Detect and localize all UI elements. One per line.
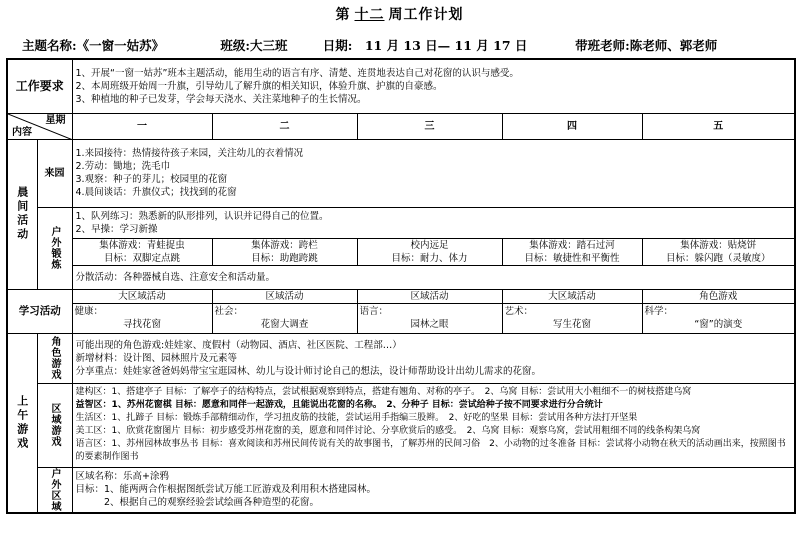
area-label: 区域游戏	[37, 383, 72, 467]
arrival-item: 2.劳动：锄地；洗毛巾	[75, 161, 171, 172]
outdoor-area-content	[72, 467, 795, 513]
area-line: 语言区：1、苏州园林故事丛书 目标：喜欢阅读和苏州民间传说有关的故事图书，了解苏州的民间习俗 2、小动物的过冬准备 目标：尝试将小动物在秋天的活动画出来，按照图书的要素制作图书	[75, 439, 786, 462]
study-label: 学习活动	[7, 289, 72, 333]
outdoor-game: 校内远足 目标：耐力、体力	[357, 238, 502, 265]
outdoor-item: 2、早操：学习新操	[75, 223, 158, 235]
morning-label: 晨间活动	[7, 139, 37, 289]
area-line: 美工区：1、欣赏花窗图片 目标：初步感受苏州花窗的美，愿意和同伴讨论、分享欣赏后的感受。 2、乌窝 目标：观察乌窝，尝试用粗细不同的线条构架乌窝	[75, 426, 701, 436]
day-header: 三	[357, 113, 502, 139]
study-type: 区域活动	[212, 289, 357, 303]
requirement-item: 3、种植地的种子已发芽，学会每天浇水、关注菜地种子的生长情况。	[75, 93, 367, 105]
corner-top: 星期	[45, 114, 66, 126]
study-subject: 社会： 花窗大调查	[212, 303, 357, 333]
role-label: 角色游戏	[37, 333, 72, 383]
role-content	[72, 333, 795, 383]
plan-table	[6, 58, 796, 514]
study-type: 角色游戏	[642, 289, 795, 303]
role-line: 新增材料：设计图、园林照片及元素等	[75, 352, 238, 364]
day-header: 一	[72, 113, 212, 139]
area-content	[72, 383, 795, 467]
outdoor-area-line: 目标：1、能两两合作根据图纸尝试万能工匠游戏及利用积木搭建园林。	[75, 484, 377, 495]
area-line: 益智区：1、苏州花窗棋 目标：愿意和同伴一起游戏，且能说出花窗的名称。 2、分种子 目标：尝试给种子按不同要求进行分合统计	[75, 400, 603, 410]
corner-cell	[7, 113, 72, 139]
study-subject: 艺术： 写生花窗	[502, 303, 642, 333]
date-range: 日期: 11 月 13 日— 11 月 17 日	[322, 38, 528, 53]
role-line: 分享重点：娃娃家爸爸妈妈带宝宝逛园林、幼儿与设计师讨论自己的想法，设计师帮助设计出幼儿需求的花窗。	[75, 365, 542, 377]
outdoor-spread: 分散活动：各种器械自选、注意安全和活动量。	[72, 265, 795, 289]
arrival-label: 来园	[37, 139, 72, 207]
week-number: 十二	[354, 7, 385, 23]
study-subject: 语言： 园林之眼	[357, 303, 502, 333]
teachers: 带班老师:陈老师、郭老师	[575, 38, 718, 53]
requirement-item: 1、开展“一窗一姑苏”班本主题活动，能用生动的语言有序、清楚、连贯地表达自己对花窗的认识与感受。	[75, 67, 519, 79]
area-line: 生活区：1、扎蹄子 目标：锻炼手部精细动作，学习扭皮筋的技能，尝试运用手指编三股辫。 2、好吃的坚果 目标：尝试用各种方法打开坚果	[75, 413, 638, 423]
outdoor-area-line: 2、根据自己的观察经验尝试绘画各种造型的花窗。	[75, 497, 320, 508]
area-line: 建构区：1、搭建亭子 目标：了解亭子的结构特点，尝试根据观察到特点，搭建有翘角、对称的亭子。 2、乌窝 目标：尝试用大小粗细不一的树枝搭建乌窝	[75, 387, 692, 397]
outdoor-game: 集体游戏：贴烧饼 目标：躲闪跑（灵敏度）	[642, 238, 795, 265]
outdoor-label: 户外锻炼	[37, 207, 72, 289]
arrival-item: 4.晨间谈话：升旗仪式；找找到的花窗	[75, 187, 237, 198]
requirement-item: 2、本周班级开始周一升旗，引导幼儿了解升旗的相关知识，体验升旗、护旗的自豪感。	[75, 80, 443, 92]
outdoor-game: 集体游戏：青蛙捉虫 目标：双脚定点跳	[72, 238, 212, 265]
outdoor-game: 集体游戏：踏石过河 目标：敏捷性和平衡性	[502, 238, 642, 265]
study-subject: 健康： 寻找花窗	[72, 303, 212, 333]
forenoon-label: 上午游戏	[7, 333, 37, 513]
day-header: 四	[502, 113, 642, 139]
page-title: 第 十二 周工作计划	[335, 7, 464, 23]
arrival-item: 1.来园接待：热情接待孩子来园，关注幼儿的衣着情况	[75, 148, 304, 159]
study-subject: 科学： “窗”的演变	[642, 303, 795, 333]
theme-name: 主题名称:《一窗一姑苏》	[22, 38, 165, 53]
day-header: 五	[642, 113, 795, 139]
outdoor-area-line: 区域名称：乐高+涂鸦	[75, 471, 169, 482]
corner-bottom: 内容	[12, 126, 32, 138]
role-line: 可能出现的角色游戏:娃娃家、度假村（动物园、酒店、社区医院、工程部…）	[75, 339, 402, 351]
arrival-list	[72, 139, 795, 207]
class-name: 班级:大三班	[220, 38, 288, 53]
arrival-item: 3.观察：种子的芽儿；校园里的花窗	[75, 174, 228, 185]
outdoor-game: 集体游戏：跨栏 目标：助跑跨跳	[212, 238, 357, 265]
study-type: 区域活动	[357, 289, 502, 303]
outdoor-area-label: 户外区域	[37, 467, 72, 513]
outdoor-list	[72, 207, 795, 238]
study-type: 大区域活动	[502, 289, 642, 303]
outdoor-item: 1、队列练习：熟悉新的队形排列，认识并记得自己的位置。	[75, 210, 329, 222]
requirements-list	[72, 59, 795, 113]
info-bar	[22, 36, 792, 54]
requirements-label: 工作要求	[7, 59, 72, 113]
study-type: 大区域活动	[72, 289, 212, 303]
day-header: 二	[212, 113, 357, 139]
